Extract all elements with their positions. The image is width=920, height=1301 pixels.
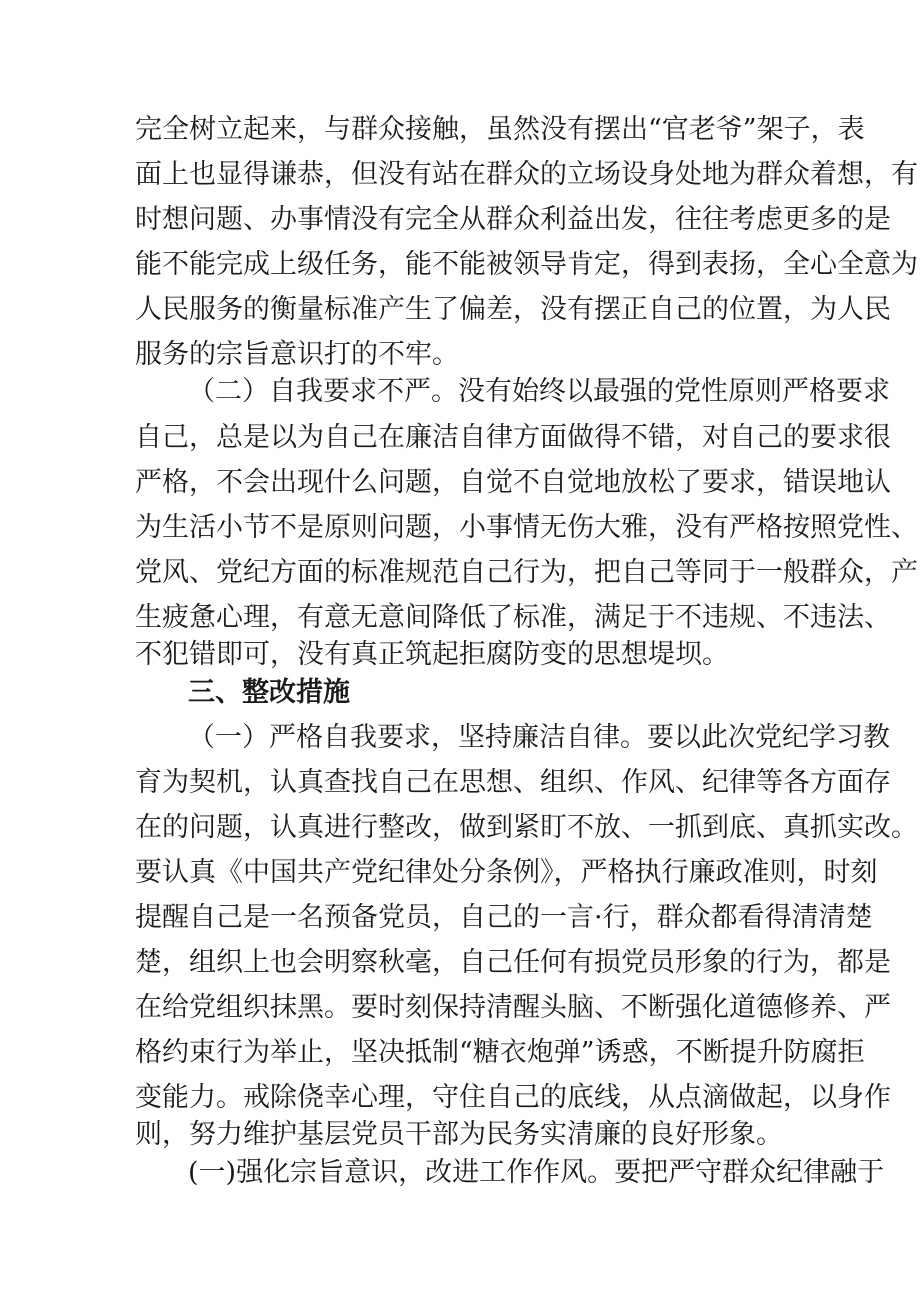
- text-line: 时想问题、办事情没有完全从群众利益出发，往往考虑更多的是: [135, 204, 891, 235]
- text-line: 党风、党纪方面的标准规范自己行为，把自己等同于一般群众，产: [135, 557, 918, 588]
- text-line: 严格，不会出现什么问题，自觉不自觉地放松了要求，错误地认: [135, 467, 891, 498]
- text-line: 生疲惫心理，有意无意间降低了标准，满足于不违规、不违法、: [135, 602, 891, 633]
- text-line: 要认真《中国共产党纪律处分条例》，严格执行廉政准则，时刻: [135, 857, 878, 888]
- text-line: 楚，组织上也会明察秋毫，自己任何有损党员形象的行为，都是: [135, 947, 891, 978]
- text-line: 在的问题，认真进行整改，做到紧盯不放、一抓到底、真抓实改。: [135, 812, 918, 843]
- section-heading: 三、整改措施: [188, 677, 350, 708]
- text-line: 为生活小节不是原则问题，小事情无伤大雅，没有严格按照党性、: [135, 512, 918, 543]
- text-line: 育为契机，认真查找自己在思想、组织、作风、纪律等各方面存: [135, 767, 891, 798]
- text-line: 在给党组织抹黑。要时刻保持清醒头脑、不断强化道德修养、严: [135, 992, 891, 1023]
- text-line: 变能力。戒除侥幸心理，守住自己的底线，从点滴做起，以身作: [135, 1082, 891, 1113]
- text-line: 提醒自己是一名预备党员，自己的一言·行，群众都看得清清楚: [135, 902, 873, 933]
- text-line: 自己，总是以为自己在廉洁自律方面做得不错，对自己的要求很: [135, 422, 891, 453]
- text-line: (一)强化宗旨意识，改进工作作风。要把严守群众纪律融于: [188, 1157, 885, 1188]
- text-line: 人民服务的衡量标准产生了偏差，没有摆正自己的位置，为人民: [135, 294, 891, 325]
- text-line: 能不能完成上级任务，能不能被领导肯定，得到表扬，全心全意为: [135, 249, 918, 280]
- text-line: 不犯错即可，没有真正筑起拒腐防变的思想堤坝。: [135, 639, 729, 670]
- text-line: 格约束行为举止，坚决抵制“糖衣炮弹”诱惑，不断提升防腐拒: [135, 1037, 865, 1068]
- text-line: 面上也显得谦恭，但没有站在群众的立场设身处地为群众着想，有: [135, 159, 918, 190]
- text-line: 则，努力维护基层党员干部为民务实清廉的良好形象。: [135, 1119, 783, 1150]
- text-line: （二）自我要求不严。没有始终以最强的党性原则严格要求: [188, 376, 890, 407]
- text-line: （一）严格自我要求，坚持廉洁自律。要以此次党纪学习教: [188, 722, 890, 753]
- text-line: 服务的宗旨意识打的不牢。: [135, 339, 459, 370]
- text-line: 完全树立起来，与群众接触，虽然没有摆出“官老爷”架子，表: [135, 114, 865, 145]
